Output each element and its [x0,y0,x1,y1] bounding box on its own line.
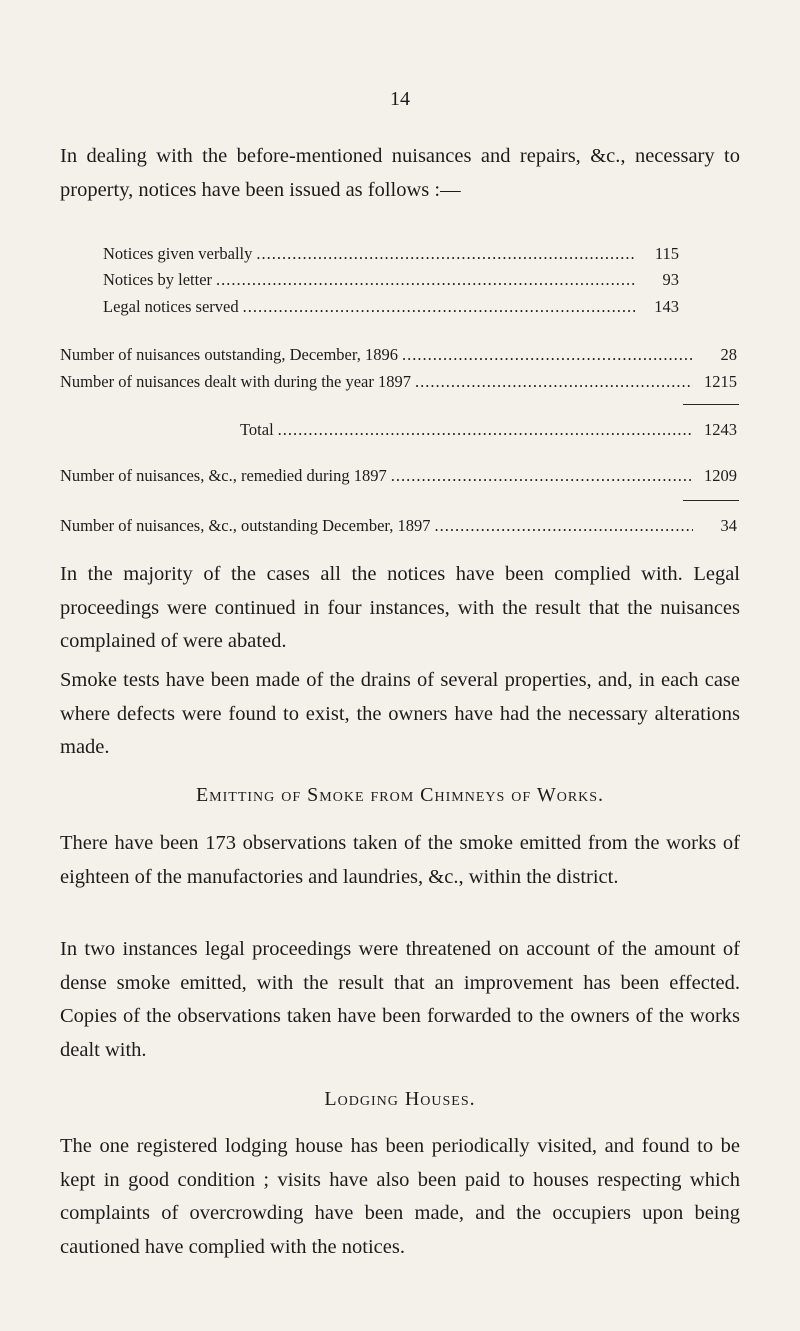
observations-paragraph [60,827,740,894]
row-value: 143 [654,297,679,316]
row-label: Number of nuisances, &c., outstanding December, 1897 [60,516,431,535]
leader-dots [256,244,635,264]
leader-dots [435,516,694,536]
row-label: Number of nuisances dealt with during the year 1897 [60,372,411,391]
section-heading-lodging: Lodging Houses. [324,1088,476,1110]
row-label: Notices by letter [103,270,213,289]
row-value: 1243 [704,420,737,439]
leader-dots [415,372,693,392]
row-value: 115 [654,244,679,263]
row-label: Legal notices served [103,297,239,316]
row-value: 34 [720,516,737,535]
smoke-tests-paragraph [60,664,740,765]
complied-text: In the majority of the cases all the notices have been complied with. Legal proceedings were continued in four instances, with the result that the nuisances complained of were abated. [60,563,740,652]
row-label: Notices given verbally [103,244,253,263]
leader-dots [402,345,693,365]
legal-threatened-text: In two instances legal proceedings were threatened on account of the amount of dense smoke emitted, with the result that an improvement has been effected. Copies of the observations taken have been forwarded to the owners of the works dealt with. [60,938,740,1061]
smoke-tests-text: Smoke tests have been made of the drains of several properties, and, in each case where defects were found to exist, the owners have had the necessary alterations made. [60,669,740,758]
lodging-text: The one registered lodging house has been periodically visited, and found to be kept in good condition ; visits have also been paid to houses respecting which complaints of overcrowding have been made, and the occupiers upon being cautioned have complied with the notices. [60,1135,740,1258]
nuisances-remedied-1897-row [60,466,737,486]
nuisances-outstanding-1897-row [60,516,737,536]
leader-dots [216,270,635,290]
row-value: 1215 [704,372,737,391]
leader-dots [278,420,693,440]
lodging-paragraph [60,1130,740,1264]
row-label: Number of nuisances outstanding, December, 1896 [60,345,398,364]
notices-row-letter [103,270,679,290]
legal-threatened-paragraph [60,933,740,1067]
observations-text: There have been 173 observations taken of the smoke emitted from the works of eighteen of the manufactories and laundries, &c., within the district. [60,832,740,888]
row-label: Total [240,420,274,439]
sum-rule [683,404,739,405]
intro-text: In dealing with the before-mentioned nuisances and repairs, &c., necessary to property, notices have been issued as follows :— [60,145,740,201]
row-value: 1209 [704,466,737,485]
section-heading-smoke: Emitting of Smoke from Chimneys of Works. [195,784,605,806]
nuisances-dealt-1897-row [60,372,737,392]
leader-dots [391,466,693,486]
notices-row-legal [103,297,679,317]
row-value: 28 [720,345,737,364]
nuisances-outstanding-1896-row [60,345,737,365]
complied-paragraph [60,558,740,659]
nuisances-total-row [240,420,737,440]
leader-dots [243,297,635,317]
page-number: 14 [390,88,410,110]
notices-row-verbally [103,244,679,264]
row-label: Number of nuisances, &c., remedied during 1897 [60,466,387,485]
intro-paragraph [60,140,740,207]
row-value: 93 [662,270,679,289]
difference-rule [683,500,739,501]
